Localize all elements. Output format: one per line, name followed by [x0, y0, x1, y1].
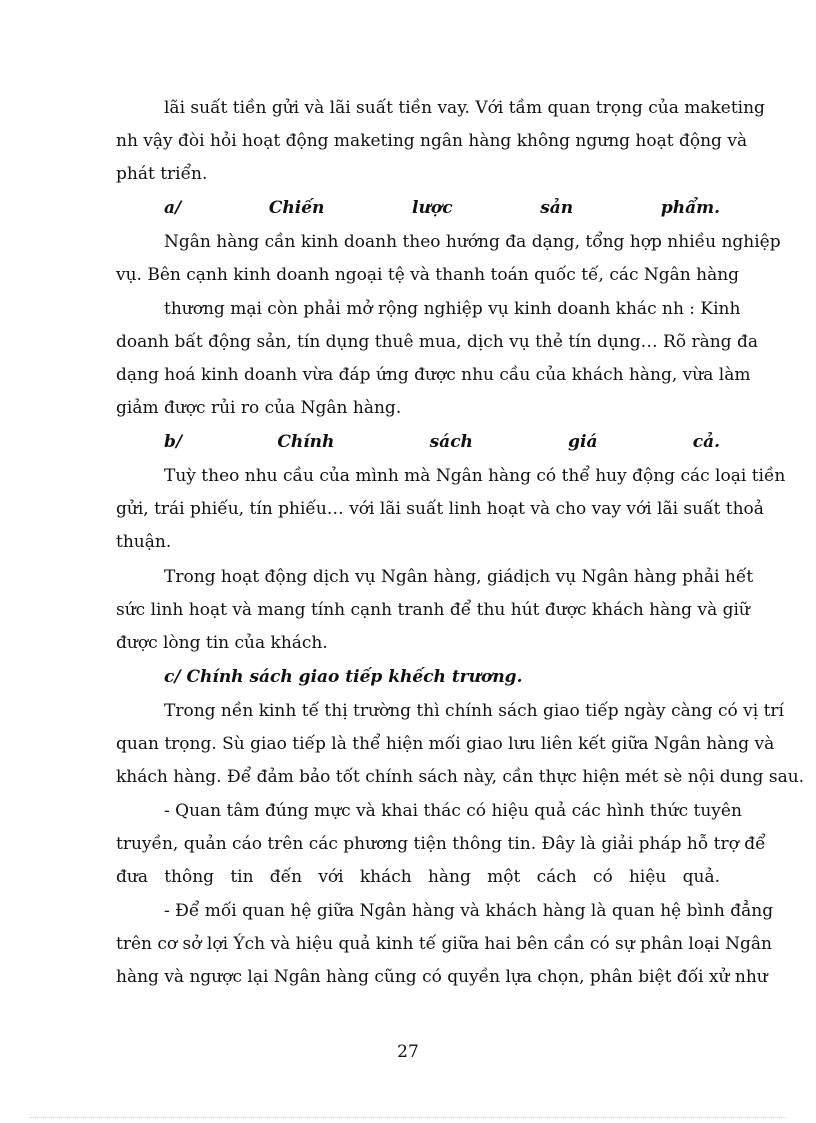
section-heading-c: c/ Chính sách giao tiếp khếch trương.: [164, 667, 523, 687]
text-line: lãi suất tiền gửi và lãi suất tiền vay. Với tầm quan trọng của maketing: [164, 98, 765, 118]
page-bottom-divider: [30, 1117, 786, 1118]
text-line: trên cơ sở lợi Ých và hiệu quả kinh tế giữa hai bên cần có sự phân loại Ngân: [116, 934, 772, 954]
text-line: doanh bất động sản, tín dụng thuê mua, dịch vụ thẻ tín dụng… Rõ ràng đa: [116, 332, 758, 352]
text-line: dạng hoá kinh doanh vừa đáp ứng được nhu cầu của khách hàng, vừa làm: [116, 365, 751, 385]
text-line: vụ. Bên cạnh kinh doanh ngoại tệ và thanh toán quốc tế, các Ngân hàng: [116, 265, 740, 285]
text-line: truyền, quản cáo trên các phương tiện thông tin. Đây là giải pháp hỗ trợ để: [116, 834, 766, 854]
text-line: Trong nền kinh tế thị trường thì chính sách giao tiếp ngày càng có vị trí: [164, 701, 784, 721]
text-line: gửi, trái phiếu, tín phiếu… với lãi suất linh hoạt và cho vay với lãi suất thoả: [116, 499, 764, 519]
text-line: được lòng tin của khách.: [116, 633, 328, 653]
text-line: Tuỳ theo nhu cầu của mình mà Ngân hàng có thể huy động các loại tiền: [164, 466, 786, 486]
text-line: đưa thông tin đến với khách hàng một cách có hiệu quả.: [116, 867, 720, 887]
text-line: thương mại còn phải mở rộng nghiệp vụ kinh doanh khác nh : Kinh: [164, 299, 741, 319]
text-line: phát triển.: [116, 164, 208, 184]
section-heading-a: a/ Chiến lược sản phẩm.: [164, 198, 720, 218]
text-line: Ngân hàng cần kinh doanh theo hướng đa dạng, tổng hợp nhiều nghiệp: [164, 232, 781, 252]
text-line: - Quan tâm đúng mực và khai thác có hiệu quả các hình thức tuyên: [164, 801, 742, 821]
text-line: giảm được rủi ro của Ngân hàng.: [116, 398, 402, 418]
text-line: nh vậy đòi hỏi hoạt động maketing ngân hàng không ngưng hoạt động và: [116, 131, 748, 151]
page-number: 27: [397, 1042, 419, 1062]
text-line: quan trọng. Sù giao tiếp là thể hiện mối giao lưu liên kết giữa Ngân hàng và: [116, 734, 775, 754]
text-line: Trong hoạt động dịch vụ Ngân hàng, giádịch vụ Ngân hàng phải hết: [164, 567, 754, 587]
section-heading-b: b/ Chính sách giá cả.: [164, 432, 720, 452]
text-line: hàng và ngược lại Ngân hàng cũng có quyền lựa chọn, phân biệt đối xử như: [116, 967, 768, 987]
text-line: thuận.: [116, 532, 172, 552]
text-line: sức linh hoạt và mang tính cạnh tranh để thu hút được khách hàng và giữ: [116, 600, 750, 620]
text-line: - Để mối quan hệ giữa Ngân hàng và khách hàng là quan hệ bình đẳng: [164, 901, 774, 921]
text-line: khách hàng. Để đảm bảo tốt chính sách này, cần thực hiện mét sè nội dung sau.: [116, 767, 805, 787]
